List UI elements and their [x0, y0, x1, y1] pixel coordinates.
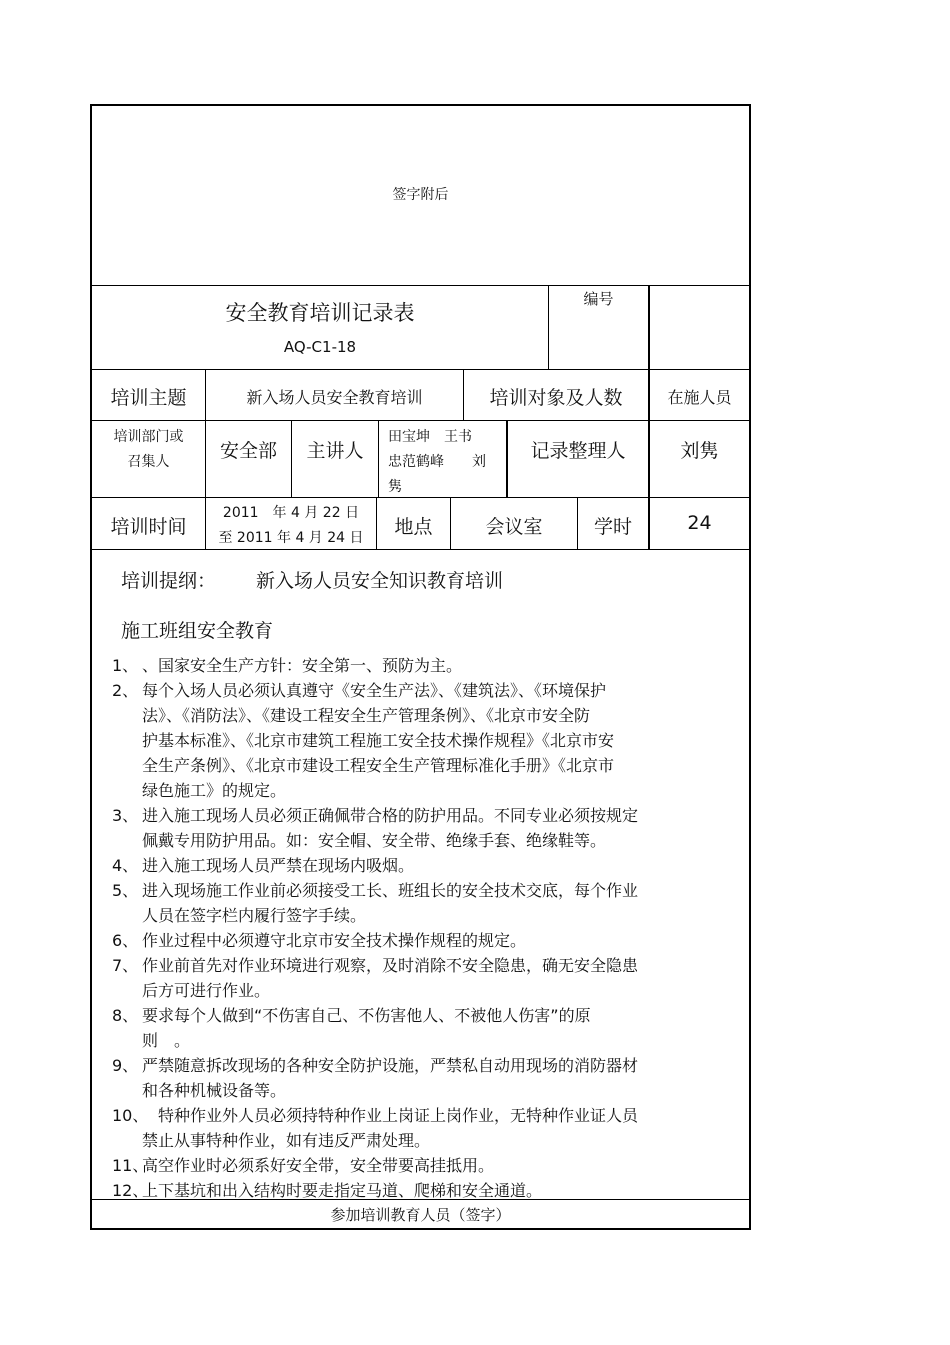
list-item-line: 严禁随意拆改现场的各种安全防护设施，严禁私自动用现场的消防器材 — [142, 1056, 639, 1075]
outline-value: 新入场人员安全知识教育培训 — [256, 570, 504, 592]
dept-label-line1: 培训部门或 — [113, 429, 184, 445]
speaker-label: 主讲人 — [306, 440, 364, 462]
audience-value: 在施人员 — [667, 388, 732, 407]
outline-items-list — [112, 653, 712, 1203]
rule-h3 — [90, 420, 751, 421]
list-item-line: 、国家安全生产方针：安全第一、预防为主。 — [142, 656, 463, 675]
border-bottom — [90, 1228, 751, 1230]
list-item-line: 进入施工现场人员严禁在现场内吸烟。 — [142, 856, 415, 875]
rule-v-r2-3 — [378, 420, 379, 497]
time-value-line2: 至 2011 年 4 月 24 日 — [218, 530, 364, 546]
list-item-line: 人员在签字栏内履行签字手续。 — [142, 906, 367, 925]
list-item-number: 8、 — [112, 1006, 139, 1025]
rule-h4 — [90, 497, 751, 498]
speaker-names-line3: 隽 — [388, 479, 402, 495]
list-item — [112, 1053, 712, 1103]
list-item — [112, 928, 712, 953]
dept-label-line2: 召集人 — [127, 454, 170, 470]
hours-value: 24 — [687, 512, 712, 534]
speaker-names-line1: 田宝坤 王书 — [388, 429, 472, 445]
list-item-number: 2、 — [112, 681, 139, 700]
time-value-line1: 2011 年 4 月 22 日 — [222, 505, 360, 521]
list-item-line: 法》、《消防法》、《建设工程安全生产管理条例》、《北京市安全防 — [142, 706, 591, 725]
list-item-line: 后方可进行作业。 — [142, 981, 271, 1000]
list-item-line: 作业前首先对作业环境进行观察，及时消除不安全隐患，确无安全隐患 — [142, 956, 639, 975]
signature-note: 签字附后 — [392, 187, 449, 203]
list-item-line: 护基本标准》、《北京市建筑工程施工安全技术操作规程》《北京市安 — [142, 731, 615, 750]
list-item — [112, 1103, 712, 1153]
place-label: 地点 — [394, 516, 433, 538]
list-item-line: 每个入场人员必须认真遵守《安全生产法》、《建筑法》、《环境保护 — [142, 681, 607, 700]
rule-h2 — [90, 369, 751, 370]
number-label: 编号 — [583, 290, 614, 308]
form-code: AQ-C1-18 — [283, 338, 357, 356]
list-item — [112, 803, 712, 853]
time-label: 培训时间 — [110, 516, 187, 538]
list-item — [112, 1178, 712, 1203]
list-item — [112, 953, 712, 1003]
border-right — [749, 104, 751, 1230]
outline-label: 培训提纲： — [121, 570, 217, 592]
outline-section-title: 施工班组安全教育 — [121, 620, 274, 642]
border-left — [90, 104, 92, 1230]
list-item-line: 高空作业时必须系好安全带，安全带要高挂抵用。 — [142, 1156, 495, 1175]
list-item-line: 则 。 — [142, 1031, 191, 1050]
list-item-number: 7、 — [112, 956, 139, 975]
list-item-number: 4、 — [112, 856, 139, 875]
recorder-value: 刘隽 — [680, 440, 719, 462]
list-item-line: 作业过程中必须遵守北京市安全技术操作规程的规定。 — [142, 931, 527, 950]
list-item — [112, 878, 712, 928]
list-item-line: 禁止从事特种作业，如有违反严肃处理。 — [142, 1131, 431, 1150]
list-item — [112, 1003, 712, 1053]
list-item-line: 进入现场施工作业前必须接受工长、班组长的安全技术交底，每个作业 — [142, 881, 639, 900]
list-item-line: 特种作业外人员必须持特种作业上岗证上岗作业，无特种作业证人员 — [142, 1106, 639, 1125]
list-item-line: 和各种机械设备等。 — [142, 1081, 287, 1100]
list-item — [112, 853, 712, 878]
list-item-number: 11、 — [112, 1156, 149, 1175]
recorder-label: 记录整理人 — [530, 440, 626, 462]
hours-label: 学时 — [593, 516, 632, 538]
list-item-line: 全生产条例》、《北京市建设工程安全生产管理标准化手册》《北京市 — [142, 756, 615, 775]
list-item-line: 上下基坑和出入结构时要走指定马道、爬梯和安全通道。 — [142, 1181, 543, 1200]
rule-h1 — [90, 285, 751, 286]
list-item-line: 绿色施工》的规定。 — [142, 781, 287, 800]
list-item — [112, 1153, 712, 1178]
list-item-number: 12、 — [112, 1181, 149, 1200]
list-item-line: 佩戴专用防护用品。如：安全帽、安全带、绝缘手套、绝缘鞋等。 — [142, 831, 607, 850]
list-item-number: 10、 — [112, 1106, 149, 1125]
rule-h5 — [90, 549, 751, 550]
list-item-number: 6、 — [112, 931, 139, 950]
list-item-line: 进入施工现场人员必须正确佩带合格的防护用品。不同专业必须按规定 — [142, 806, 639, 825]
audience-label: 培训对象及人数 — [489, 387, 623, 409]
list-item-line: 要求每个人做到“不伤害自己、不伤害他人、不被他人伤害”的原 — [142, 1006, 591, 1025]
list-item-number: 9、 — [112, 1056, 139, 1075]
list-item-number: 3、 — [112, 806, 139, 825]
signature-row-label: 参加培训教育人员（签字） — [330, 1206, 511, 1224]
list-item — [112, 653, 712, 678]
list-item-number: 1、 — [112, 656, 139, 675]
border-top — [90, 104, 751, 106]
rule-v-title-2 — [648, 285, 650, 369]
dept-value: 安全部 — [219, 440, 277, 462]
topic-label: 培训主题 — [110, 387, 187, 409]
speaker-names-line2: 忠范鹤峰 刘 — [388, 454, 486, 470]
list-item-number: 5、 — [112, 881, 139, 900]
list-item — [112, 678, 712, 803]
form-title: 安全教育培训记录表 — [225, 301, 415, 325]
topic-value: 新入场人员安全教育培训 — [246, 388, 423, 407]
place-value: 会议室 — [485, 516, 543, 538]
